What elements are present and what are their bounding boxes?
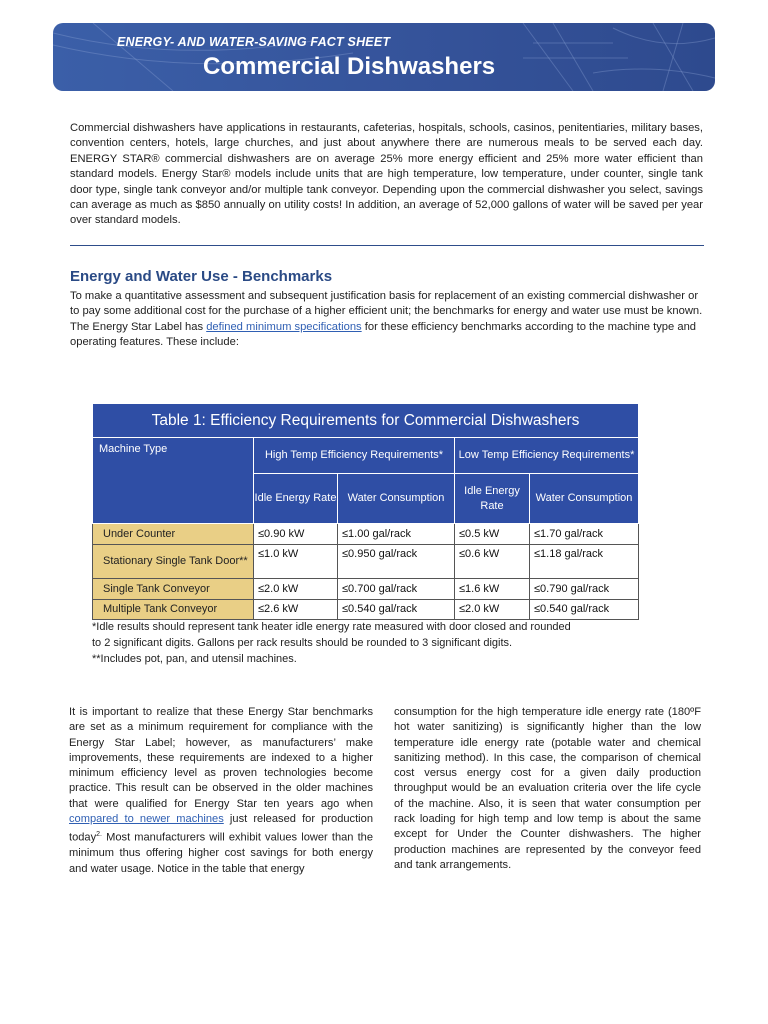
intro-paragraph: Commercial dishwashers have applications in restaurants, cafeterias, hospitals, schools, casinos, penitentiaries, military bases, convention centers, hotels, large churches, and just about anywhere there are numerous meals to be served each day. ENERGY STAR® commercial dishwashers are on average 25% more energy efficient and 25% more water efficient than standard models. Energy Star® models include units that are high temperature, low temperature, under counter, single tank door type, single tank conveyor and/or multiple tank conveyor. Depending upon the commercial dishwasher you select, savings can average as much as $850 annually on utility costs! In addition, an average of 52,000 gallons of water will be saved per year over standard models. xyxy=(70,122,703,227)
table-cell: ≤0.790 gal/rack xyxy=(530,579,639,600)
machine-type-header: Machine Type xyxy=(93,438,254,524)
table-row xyxy=(93,579,639,600)
left-text-middle: just released for production today xyxy=(69,813,373,845)
table-row xyxy=(93,600,639,620)
table-cell: ≤0.950 gal/rack xyxy=(338,545,455,579)
table-cell: ≤2.6 kW xyxy=(254,600,338,620)
efficiency-table xyxy=(92,403,638,620)
table-cell: ≤1.70 gal/rack xyxy=(530,524,639,545)
high-temp-header: High Temp Efficiency Requirements* xyxy=(254,438,455,474)
table-row xyxy=(93,545,639,579)
left-column-text xyxy=(69,705,373,877)
benchmarks-paragraph xyxy=(70,289,704,351)
table-cell: ≤1.18 gal/rack xyxy=(530,545,639,579)
table-cell: ≤1.00 gal/rack xyxy=(338,524,455,545)
benchmarks-text-before: To make a quantitative assessment and subsequent justification basis for replacement of an existing commercial dishwasher or to pay some additional cost for the purchase of a higher efficient unit; the benchmarks for energy and water use must be known. The Energy Star Label has xyxy=(70,290,703,333)
machine-type-cell: Under Counter xyxy=(93,524,254,545)
table-footnotes xyxy=(92,619,632,667)
table-cell: ≤0.5 kW xyxy=(455,524,530,545)
table-cell: ≤1.0 kW xyxy=(254,545,338,579)
benchmarks-text-after: for these efficiency benchmarks according to the machine type and operating features. These include: xyxy=(70,320,697,349)
table-cell: ≤0.540 gal/rack xyxy=(530,600,639,620)
compared-machines-link[interactable]: compared to newer machines xyxy=(69,813,224,826)
machine-type-cell: Multiple Tank Conveyor xyxy=(93,600,254,620)
fact-sheet-subtitle: ENERGY- AND WATER-SAVING FACT SHEET xyxy=(117,35,391,49)
table-cell: ≤0.6 kW xyxy=(455,545,530,579)
high-idle-header: Idle Energy Rate xyxy=(254,474,338,524)
low-water-header: Water Consumption xyxy=(530,474,639,524)
page-title: Commercial Dishwashers xyxy=(203,53,496,80)
table-cell: ≤2.0 kW xyxy=(254,579,338,600)
section-divider xyxy=(70,245,704,246)
low-idle-header: Idle Energy Rate xyxy=(455,474,530,524)
machine-type-cell: Stationary Single Tank Door** xyxy=(93,545,254,579)
table-row xyxy=(93,524,639,545)
table-cell: ≤1.6 kW xyxy=(455,579,530,600)
specifications-link[interactable]: defined minimum specifications xyxy=(206,320,362,333)
footnote-ref: 2. xyxy=(96,831,102,839)
left-text-before: It is important to realize that these Energy Star benchmarks are set as a minimum requirement for compliance with the Energy Star Label; however, as manufacturers’ make improvements, these requirements are indexed to a higher minimum efficiency level as proven technologies become practice. This result can be observed in the older machines that were qualified for Energy Star ten years ago when xyxy=(69,706,373,810)
machine-type-cell: Single Tank Conveyor xyxy=(93,579,254,600)
left-text-after: Most manufacturers will exhibit values lower than the minimum thus offering higher cost savings for both energy and water usage. Notice in the table that energy xyxy=(69,832,373,875)
high-water-header: Water Consumption xyxy=(338,474,455,524)
table-cell: ≤0.540 gal/rack xyxy=(338,600,455,620)
table-cell: ≤0.700 gal/rack xyxy=(338,579,455,600)
footnote-line: *Idle results should represent tank heater idle energy rate measured with door closed and rounded xyxy=(92,621,571,633)
table-cell: ≤2.0 kW xyxy=(455,600,530,620)
header-banner xyxy=(53,23,715,91)
footnote-line: **Includes pot, pan, and utensil machines. xyxy=(92,653,297,665)
table-cell: ≤0.90 kW xyxy=(254,524,338,545)
benchmarks-heading: Energy and Water Use - Benchmarks xyxy=(70,268,333,285)
footnote-line: to 2 significant digits. Gallons per rack results should be rounded to 3 significant digits. xyxy=(92,637,513,649)
low-temp-header: Low Temp Efficiency Requirements* xyxy=(455,438,639,474)
table-caption: Table 1: Efficiency Requirements for Commercial Dishwashers xyxy=(93,404,639,438)
right-column-text: consumption for the high temperature idle energy rate (180ºF hot water sanitizing) is significantly higher than the low temperature idle energy rate (potable water and chemical sanitizing method). In this case, the comparison of chemical cost versus energy cost for a given daily production throughput would be an evaluation criteria over the life cycle of the machine. Also, it is seen that water consumption per rack loading for high temp and low temp is about the same except for Under the Counter dishwashers. The higher production machines are represented by the conveyor feed and tank arrangements. xyxy=(394,706,701,871)
